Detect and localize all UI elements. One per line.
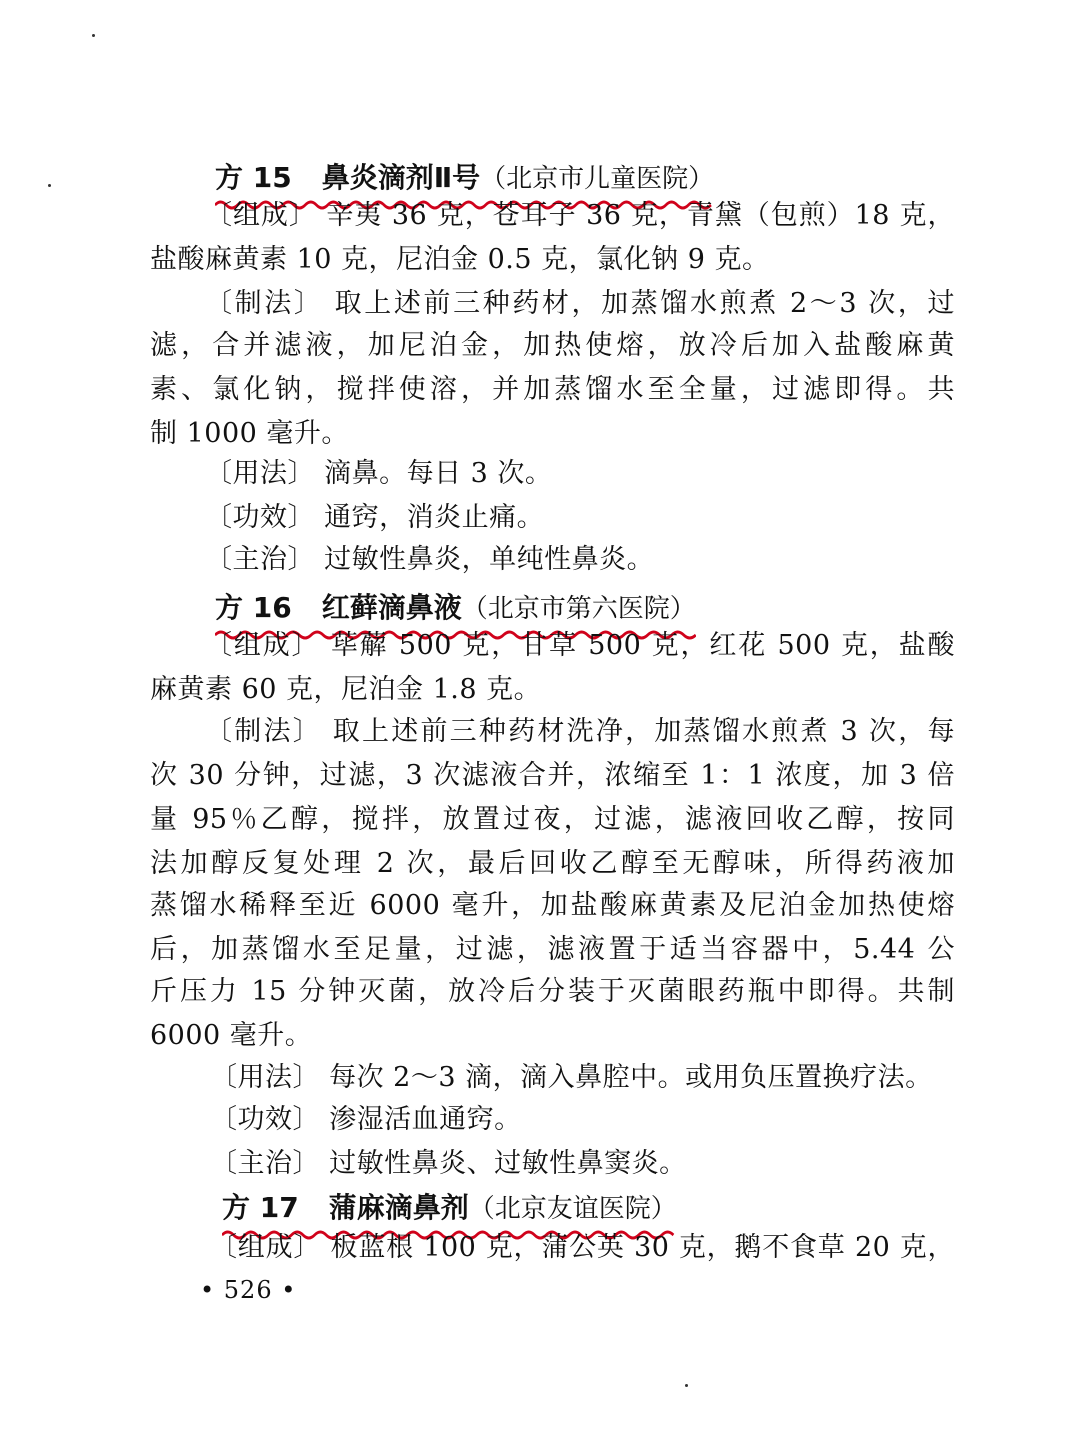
body-line: 〔功效〕 渗湿活血通窍。 xyxy=(210,1104,522,1135)
body-line: 量 95％乙醇，搅拌，放置过夜，过滤，滤液回收乙醇，按同 xyxy=(150,804,955,835)
body-line: 〔组成〕 辛夷 36 克，苍耳子 36 克，青黛（包煎）18 克， xyxy=(205,200,955,231)
body-line: 次 30 分钟，过滤，3 次滤液合并，浓缩至 1：1 浓度，加 3 倍 xyxy=(150,760,955,791)
body-line: 〔制法〕 取上述前三种药材洗净，加蒸馏水煎煮 3 次，每 xyxy=(205,716,955,747)
formula-source: （北京市第六医院） xyxy=(461,594,696,624)
scan-speck xyxy=(92,34,95,37)
body-line: 制 1000 毫升。 xyxy=(150,418,349,449)
body-line: 〔用法〕 每次 2～3 滴，滴入鼻腔中。或用负压置换疗法。 xyxy=(210,1062,933,1093)
body-line: 盐酸麻黄素 10 克，尼泊金 0.5 克，氯化钠 9 克。 xyxy=(150,244,770,275)
scan-speck xyxy=(685,1384,688,1387)
formula-source: （北京市儿童医院） xyxy=(480,164,715,194)
body-line: 6000 毫升。 xyxy=(150,1020,313,1051)
body-line: 法加醇反复处理 2 次，最后回收乙醇至无醇味，所得药液加 xyxy=(150,848,955,879)
body-line: 〔组成〕 板蓝根 100 克，蒲公英 30 克，鹅不食草 20 克， xyxy=(210,1232,955,1263)
body-line: 〔制法〕 取上述前三种药材，加蒸馏水煎煮 2～3 次，过 xyxy=(205,288,955,319)
page-number: • 526 • xyxy=(200,1276,297,1304)
scan-speck xyxy=(48,184,51,187)
formula-title: 红藓滴鼻液 xyxy=(321,591,462,624)
formula-heading-16 xyxy=(215,586,696,630)
body-line: 〔功效〕 通窍，消炎止痛。 xyxy=(205,502,545,533)
formula-title: 鼻炎滴剂Ⅱ号 xyxy=(321,161,481,194)
body-line: 后，加蒸馏水至足量，过滤，滤液置于适当容器中，5.44 公 xyxy=(150,934,955,965)
body-line: 滤，合并滤液，加尼泊金，加热使熔，放冷后加入盐酸麻黄 xyxy=(150,330,955,361)
body-line: 蒸馏水稀释至近 6000 毫升，加盐酸麻黄素及尼泊金加热使熔 xyxy=(150,890,955,921)
formula-heading-17 xyxy=(222,1186,677,1230)
body-line: 〔组成〕 荜薢 500 克，甘草 500 克，红花 500 克，盐酸 xyxy=(205,630,955,661)
body-line: 麻黄素 60 克，尼泊金 1.8 克。 xyxy=(150,674,542,705)
body-line: 素、氯化钠，搅拌使溶，并加蒸馏水至全量，过滤即得。共 xyxy=(150,374,955,405)
formula-number: 方 16 xyxy=(215,591,292,624)
body-line: 〔主治〕 过敏性鼻炎，单纯性鼻炎。 xyxy=(205,544,655,575)
body-line: 〔用法〕 滴鼻。每日 3 次。 xyxy=(205,458,553,489)
formula-heading-15 xyxy=(215,156,714,200)
formula-source: （北京友谊医院） xyxy=(468,1194,677,1224)
body-line: 斤压力 15 分钟灭菌，放冷后分装于灭菌眼药瓶中即得。共制 xyxy=(150,976,955,1007)
formula-title: 蒲麻滴鼻剂 xyxy=(328,1191,469,1224)
body-line: 〔主治〕 过敏性鼻炎、过敏性鼻窦炎。 xyxy=(210,1148,687,1179)
formula-number: 方 15 xyxy=(215,161,292,194)
formula-number: 方 17 xyxy=(222,1191,299,1224)
